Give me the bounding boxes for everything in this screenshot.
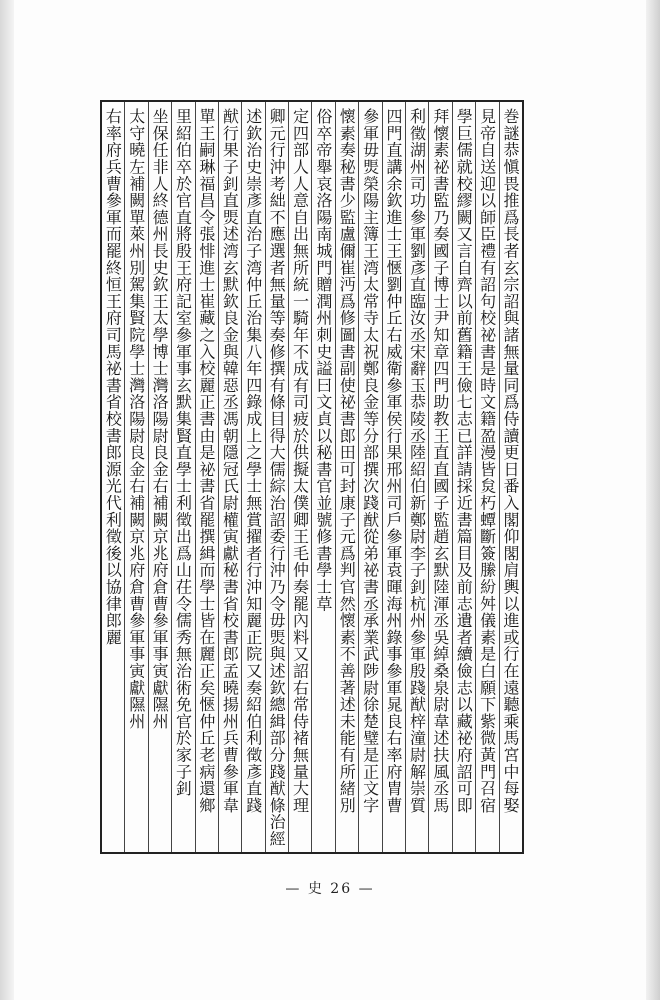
text-column: 單王嗣琳福昌令張悱進士崔藏之入校麗正書由是祕書省罷撰緝而學士皆在麗正矣愜仲丘老病還鄉 [195, 102, 218, 852]
text-column: 猷行果子釗直煚述湾玄默欽良金與韓惡丞馮朝隱冠氏尉權寅獻秘書省校書郎孟曉揚州兵曹參軍韋 [218, 102, 241, 852]
text-column: 拜懷素祕書監乃奏國子博士尹知章四門助教王直直國子監趙玄默陸渾丞吳綽桑泉尉韋述扶風丞馬 [428, 102, 451, 852]
text-column: 卿元行沖考絀不應選者無量等奏修撰有條目得大儒綜治詔委行沖乃令毋煚與述欽總緝部分踐猷條治經 [265, 102, 288, 852]
text-column: 學巨儒就校繆闕又言自齊以前舊籍王儉七志已詳請採近書篇目及前志遺者續儉志以藏祕府詔可即 [452, 102, 475, 852]
text-column: 右率府兵曹參軍而罷終恒王府司馬祕書省校書郎源光代利徵後以協律郎麗 [103, 108, 123, 646]
text-column: 參軍毋煚榮陽主簿王湾太常寺太祝鄭良金等分部撰次踐猷從弟祕書丞承業武陟尉徐楚璧是正文字 [358, 102, 381, 852]
text-column: 定四部人人意自出無所統一騎年不成有司疲於供擬太僕卿王毛仲奏罷內料又詔右常侍褚無量大理 [288, 102, 311, 852]
text-columns [102, 102, 522, 852]
text-column: 坐保任非人終德州長史欽王太學博士灣洛陽尉良金右補闕京兆府倉曹參軍事寅獻隰州 [148, 102, 171, 852]
text-column: 懷素奏秘書少監盧儞崔沔爲修圖書副使祕書郎田可封康子元爲判官然懷素不善著述未能有所緒別 [335, 102, 358, 852]
page-edge-right [646, 0, 660, 1000]
text-column: 利徵湖州司功參軍劉彥直臨汝丞宋辭玉恭陵丞陸紹伯新鄭尉李子釗杭州參軍殷踐猷梓潼尉解崇質 [405, 102, 428, 852]
text-column: 巻謎恭愼畏推爲長者玄宗詔與諸無量同爲侍讀更日番入閣仰閣肩輿以進或行在遠聽乘馬宮中每娶 [499, 102, 522, 852]
text-frame [100, 100, 524, 854]
text-column: 里紹伯卒於官直將殷王府記室參軍事玄默集賢直學士利徵出爲山茌令儒秀無治術免官於家子釗 [171, 102, 194, 852]
text-column: 述欽治史崇彥直治子湾仲丘治集八年四錄成上之學士無賞擢者行沖知麗正院又奏紹伯利徵彥直踐 [241, 102, 264, 852]
text-column: 見帝自送迎以師臣禮有詔句校祕書是時文籍盈漫皆炱朽蟫斷簽縢紛舛儀素是白願下紫微黃門召宿 [475, 102, 498, 852]
text-column: 太守曉左補闕單萊州別駕集賢院學士灣洛陽尉良金右補闕京兆府倉曹參軍事寅獻隰州 [124, 102, 147, 852]
text-column: 四門直講余欽進士王愜劉仲丘右威衛參軍侯行果邢州司戶參軍袁暉海州錄事參軍晁良右率府胄曹 [382, 102, 405, 852]
page-edge-left [0, 0, 14, 1000]
page-number: — 史 26 — [285, 881, 375, 897]
text-column: 俗卒帝舉哀洛陽南城門贈潤州刺史謚曰文貞以秘書官並號修書學士草 [311, 102, 334, 852]
